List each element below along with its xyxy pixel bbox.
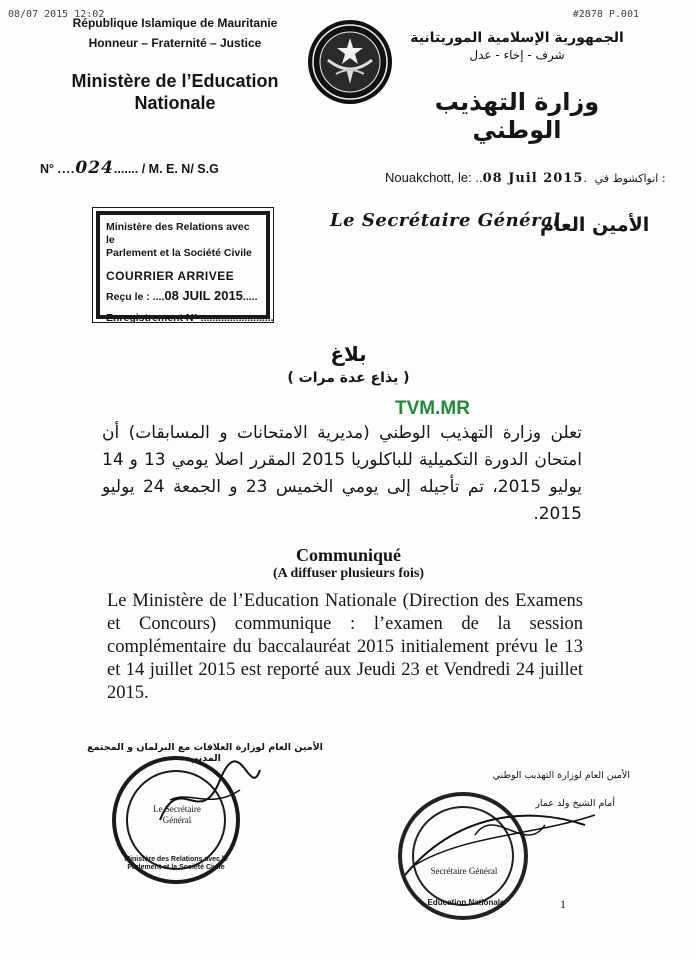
ministry-name-fr	[40, 70, 310, 114]
right-stamp-inner-text: Secrétaire Général	[430, 866, 498, 876]
left-stamp-inner-text: Le Secrétaire Général	[153, 804, 201, 825]
republic-fr: République Islamique de Mauritanie	[72, 16, 278, 30]
arabic-header	[387, 30, 647, 144]
ministry-name-ar: وزارة التهذيب الوطني	[434, 88, 600, 144]
arrival-received-row: Reçu le : ....08 JUIL 2015.....	[106, 288, 258, 303]
arrival-stamp-title: COURRIER ARRIVEE	[106, 269, 235, 283]
communique-subtitle: (A diffuser plusieurs fois)	[272, 566, 425, 581]
motto-fr: Honneur – Fraternité – Justice	[88, 36, 262, 50]
ministry-line-1: Ministère de l’Education	[71, 71, 279, 91]
republic-ar: الجمهورية الإسلامية الموريتانية	[410, 30, 624, 46]
motto-ar: شرف - إخاء - عدل	[469, 48, 565, 62]
tvm-watermark: TVM.MR	[395, 398, 470, 419]
date-value: 08 Juil 2015	[482, 171, 584, 186]
registration-label: Enregistrement N°	[106, 312, 198, 324]
right-signature-name: أمام الشيخ ولد عمار	[535, 798, 615, 809]
national-seal-icon	[306, 18, 394, 106]
reference-line: N° ....024....... / M. E. N/ S.G	[40, 158, 219, 178]
arrival-stamp	[96, 211, 274, 324]
fax-page-ref: #2878 P.001	[572, 9, 639, 20]
secretary-general-fr: Le Secrétaire Général	[330, 210, 561, 231]
ref-number: 024	[75, 158, 114, 178]
arrival-stamp-line-2: Parlement et la Société Civile	[106, 247, 252, 259]
left-signature-caption: الأمين العام لوزارة العلاقات مع البرلمان و المجتمع المدني	[87, 742, 323, 764]
fax-timestamp: 08/07 2015 12:02	[8, 9, 105, 20]
received-label: Reçu le :	[106, 291, 150, 303]
communique-body: Le Ministère de l’Education Nationale (Direction des Examens et Concours) communique : l’examen de la session complémentaire du baccalauréat 2015 initialement prévu le 13 et 14 juillet 2015 est reporté aux Jeudi 23 et Vendredi 24 juillet 2015.	[107, 591, 583, 703]
arabic-notice-subtitle: ( يذاع عدة مرات )	[287, 370, 410, 386]
communique-title: Communiqué	[295, 545, 402, 565]
arrival-registration-row: Enregistrement N° .........................	[106, 312, 274, 324]
right-stamp-outer-text: Education Nationale	[427, 898, 505, 907]
secretary-general-ar: الأمين العام	[540, 214, 650, 236]
arabic-notice-title: بلاغ	[330, 342, 367, 366]
arrival-stamp-line-1: Ministère des Relations avec le	[106, 221, 250, 246]
page-number: 1	[560, 897, 566, 911]
left-signature-scribble-icon	[150, 760, 270, 840]
date-label-ar: انواكشوط في :	[594, 172, 666, 185]
date-label: Nouakchott, le:	[385, 170, 472, 185]
left-stamp-outer-text: Ministère des Relations avec le Parlement et la Société Civile	[124, 856, 228, 871]
right-signature-caption: الأمين العام لوزارة التهذيب الوطني	[492, 770, 630, 781]
arabic-notice-body: تعلن وزارة التهذيب الوطني (مديرية الامتحانات و المسابقات) أن امتحان الدورة التكميلية للباكلوريا 2015 المقرر اصلا يومي 13 و 14 يوليو 2015، تم تأجيله إلى يومي الخميس 23 و الجمعة 24 يوليو 2015.	[102, 423, 582, 524]
right-signature-scribble-icon	[395, 795, 605, 895]
date-line: Nouakchott, le: ..08 Juil 2015. انواكشوط في :	[385, 170, 666, 186]
ref-prefix: N°	[40, 162, 55, 176]
ministry-line-2: Nationale	[134, 93, 216, 113]
ref-suffix: / M. E. N/ S.G	[141, 162, 219, 176]
french-header	[40, 16, 310, 114]
received-date: 08 JUIL 2015	[164, 288, 243, 303]
